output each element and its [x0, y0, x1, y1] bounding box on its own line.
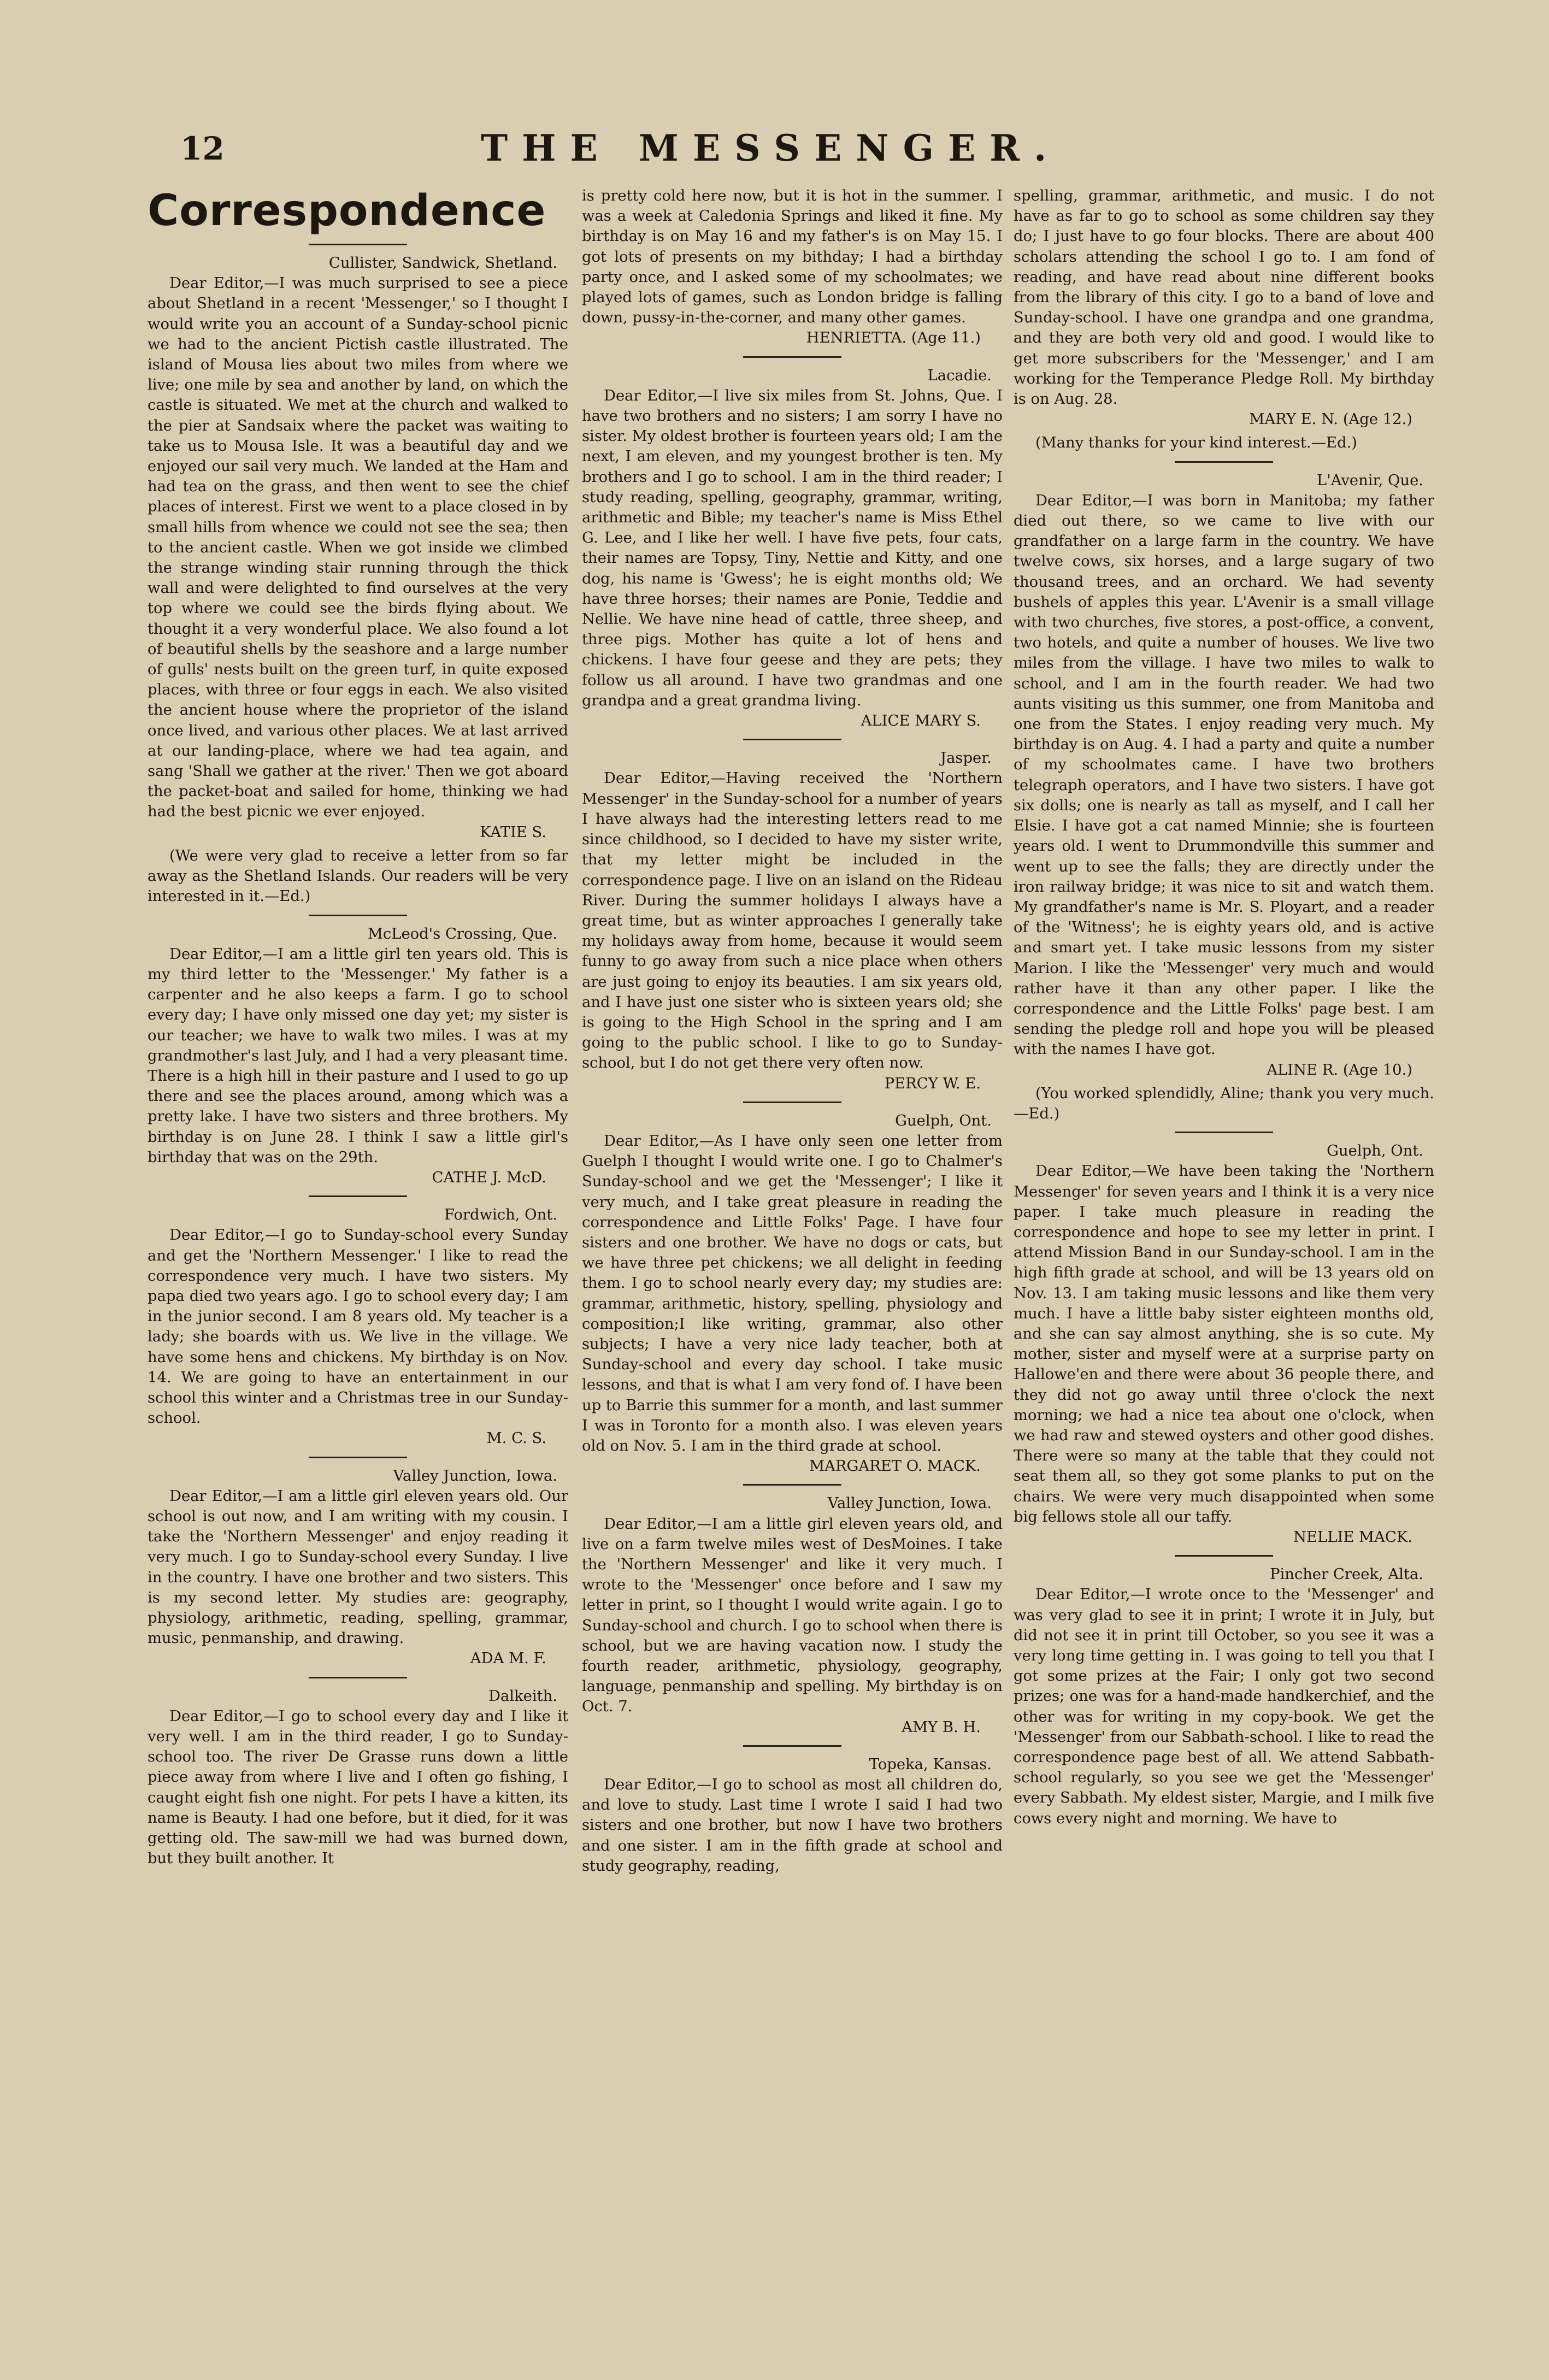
- letter-place: Valley Junction, Iowa.: [827, 1495, 992, 1512]
- column-2: [582, 186, 1003, 1882]
- letter-signature: MARGARET O. MACK.: [809, 1458, 981, 1475]
- divider-rule: [309, 1195, 407, 1197]
- letter: [1014, 461, 1434, 1124]
- letter-signature: ALINE R. (Age 10.): [1267, 1061, 1412, 1079]
- editor-note: (You worked splendidly, Aline; thank you very much.—Ed.): [1014, 1085, 1434, 1122]
- letter-place: McLeod's Crossing, Que.: [367, 925, 557, 942]
- letter-signature: PERCY W. E.: [884, 1075, 981, 1092]
- letter-signature: KATIE S.: [480, 823, 546, 841]
- letter-place: Topeka, Kansas.: [869, 1755, 992, 1773]
- letter: [582, 1101, 1003, 1477]
- letter-signature: AMY B. H.: [902, 1718, 981, 1736]
- letter: [1014, 1132, 1434, 1547]
- letter-signature: M. C. S.: [486, 1430, 546, 1447]
- letter: [148, 915, 568, 1188]
- letter-body: Dear Editor,—I go to school as most all children do, and love to study. Last time I wrote I said I had two sisters and one brother, but now I have two brothers and one sister. I am in the fifth grade at school and study geography, reading,: [582, 1776, 1003, 1875]
- letter-place: Dalkeith.: [488, 1687, 557, 1705]
- letter-place: Guelph, Ont.: [895, 1112, 992, 1129]
- letter-place: Jasper.: [940, 750, 992, 767]
- letter: [148, 1457, 568, 1669]
- letter: [1014, 186, 1434, 453]
- page-number: 12: [180, 130, 225, 167]
- editor-note: (Many thanks for your kind interest.—Ed.): [1035, 434, 1357, 452]
- letter-body: Dear Editor,—As I have only seen one letter from Guelph I thought I would write one. I go to Chalmer's Sunday-school and we get the 'Messenger'; I like it very much, and I take great pleasure in reading the correspondence and Little Folks' Page. I have four sisters and one brother. We have no dogs or cats, but we have three pet chickens; we all delight in feeding them. I go to school nearly every day; my studies are: grammar, arithmetic, history, spelling, physiology and composition;I like writing, grammar, also other subjects; I have a very nice lady teacher, both at Sunday-school and every day school. I take music lessons, and that is what I am very fond of. I have been up to Barrie this summer for a month, and last summer I was in Toronto for a month also. I was eleven years old on Nov. 5. I am in the third grade at school.: [582, 1132, 1003, 1454]
- column-3: [1014, 186, 1434, 1834]
- divider-rule: [1175, 1555, 1273, 1557]
- letter: [582, 1745, 1003, 1876]
- letter-body: Dear Editor,—Having received the 'Northern Messenger' in the Sunday-school for a number of years I have always had the interesting letters read to me since childhood, so I decided to have my sister write, that my letter might be included in the correspondence page. I live on an island on the Rideau River. During the summer holidays I always have a great time, but as winter approaches I generally take my holidays away from home, because it would seem funny to go away from such a nice place when others are just going to enjoy its beauties. I am six years old, and I have just one sister who is sixteen years old; she is going to the High School in the spring and I am going to the public school. I like to go to Sunday-school, but I do not get there very often now.: [582, 770, 1003, 1072]
- divider-rule: [309, 1457, 407, 1458]
- letter-body: spelling, grammar, arithmetic, and music. I do not have as far to go to school as some children say they do; I just have to go four blocks. There are about 400 scholars attending the school I go to. I am fond of reading, and have read about nine different books from the library of this city. I go to a band of love and Sunday-school. I have one grandpa and one grandma, and they are both very old and good. I would like to get more subscribers for the 'Messenger,' and I am working for the Temperance Pledge Roll. My birthday is on Aug. 28.: [1014, 187, 1434, 408]
- letter-signature: ALICE MARY S.: [861, 712, 981, 730]
- letter-body: Dear Editor,—I am a little girl eleven years old. Our school is out now, and I am writing with my cousin. I take the 'Northern Messenger' and enjoy reading it very much. I go to Sunday-school every Sunday. I live in the country. I have one brother and two sisters. This is my second letter. My studies are: geography, physiology, arithmetic, reading, spelling, grammar, music, penmanship, and drawing.: [148, 1487, 568, 1647]
- masthead: THE MESSENGER.: [481, 127, 1061, 169]
- letter-place: Fordwich, Ont.: [444, 1206, 557, 1224]
- letter-place: Pincher Creek, Alta.: [1270, 1566, 1423, 1583]
- letter-body: Dear Editor,—I live six miles from St. Johns, Que. I have two brothers and no sisters; I am sorry I have no sister. My oldest brother is fourteen years old; I am the next, I am eleven, and my youngest brother is ten. My brothers and I go to school. I am in the third reader; I study reading, spelling, geography, grammar, writing, arithmetic and Bible; my teacher's name is Miss Ethel G. Lee, and I like her well. I have five pets, four cats, their names are Topsy, Tiny, Nettie and Kitty, and one dog, his name is 'Gwess'; he is eight months old; We have three horses; their names are Ponie, Teddie and Nellie. We have nine head of cattle, three sheep, and three pigs. Mother has quite a lot of hens and chickens. I have four geese and they are pets; they follow us all around. I have two grandmas and one grandpa and a great grandma living.: [582, 387, 1003, 709]
- letter-body: Dear Editor,—I go to Sunday-school every Sunday and get the 'Northern Messenger.' I like to read the correspondence very much. I have two sisters. My papa died two years ago. I go to school every day; I am in the junior second. I am 8 years old. My teacher is a lady; she boards with us. We live in the village. We have some hens and chickens. My birthday is on Nov. 14. We are going to have an entertainment in our school this winter and a Christmas tree in our Sunday-school.: [148, 1227, 568, 1427]
- letter: [582, 186, 1003, 349]
- letter-signature: MARY E. N. (Age 12.): [1249, 411, 1412, 428]
- column-1: [148, 186, 568, 1874]
- divider-rule: [309, 244, 407, 245]
- divider-rule: [743, 1745, 841, 1747]
- letter-body: Dear Editor,—I go to school every day and I like it very well. I am in the third reader, I go to Sunday-school too. The river De Grasse runs down a little piece away from where I live and I often go fishing, I caught eight fish one night. For pets I have a kitten, its name is Beauty. I had one before, but it died, for it was getting old. The saw-mill we had was burned down, but they built another. It: [148, 1707, 568, 1868]
- divider-rule: [1175, 1132, 1273, 1133]
- letter-place: Lacadie.: [927, 367, 992, 384]
- letter-place: Valley Junction, Iowa.: [393, 1467, 557, 1484]
- divider-rule: [1175, 461, 1273, 463]
- letter-body: Dear Editor,—We have been taking the 'Northern Messenger' for seven years and I think it is a very nice paper. I take much pleasure in reading the correspondence and hope to see my letter in print. I attend Mission Band in our Sunday-school. I am in the high fifth grade at school, and will be 13 years old on Nov. 13. I am taking music lessons and like them very much. I have a little baby sister eighteen months old, and she can say almost anything, she is so cute. My mother, sister and myself were at a surprise party on Hallowe'en and there were about 36 people there, and they did not go away until three o'clock the next morning; we had a nice tea about one o'clock, when we had raw and stewed oysters and other good dishes. There were so many at the table that they could not seat them all, so they got some planks to put on the chairs. We were very much disappointed when some big fellows stole all our taffy.: [1014, 1163, 1434, 1525]
- letter-body: Dear Editor,—I am a little girl eleven years old, and live on a farm twelve miles west of DesMoines. I take the 'Northern Messenger' and like it very much. I wrote to the 'Messenger' once before and I saw my letter in print, so I thought I would write again. I go to Sunday-school and church. I go to school when there is school, but we are having vacation now. I study the fourth reader, arithmetic, physiology, geography, language, penmanship and spelling. My birthday is on Oct. 7.: [582, 1515, 1003, 1716]
- letter: [582, 739, 1003, 1093]
- letter-signature: ADA M. F.: [470, 1650, 546, 1668]
- divider-rule: [743, 739, 841, 740]
- divider-rule: [309, 1677, 407, 1678]
- letter-signature: NELLIE MACK.: [1293, 1529, 1412, 1546]
- letter-place: Cullister, Sandwick, Shetland.: [328, 255, 557, 272]
- letter-signature: CATHE J. McD.: [432, 1169, 546, 1186]
- divider-rule: [309, 915, 407, 916]
- letter-place: L'Avenir, Que.: [1317, 472, 1423, 489]
- letter: [582, 1484, 1003, 1737]
- letter-signature: HENRIETTA. (Age 11.): [806, 329, 981, 347]
- divider-rule: [743, 356, 841, 358]
- letter-body: Dear Editor,—I wrote once to the 'Messenger' and was very glad to see it in print; I wrote it in July, but did not see it in print till October, so you see it was a very long time getting in. I was going to tell you that I got some prizes at the Fair; I only got two second prizes; one was for a hand-made handkerchief, and the other was for writing in my copy-book. We get the 'Messenger' from our Sabbath-school. I like to read the correspondence page best of all. We attend Sabbath-school regularly, so you see we get the 'Messenger' every Sabbath. My eldest sister, Margie, and I milk five cows every night and morning. We have to: [1014, 1586, 1434, 1827]
- letter-body: Dear Editor,—I was much surprised to see a piece about Shetland in a recent 'Messenger,' so I thought I would write you an account of a Sunday-school picnic we had to the ancient Pictish castle illustrated. The island of Mousa lies about two miles from where we live; one mile by sea and another by land, on which the castle is situated. We met at the church and walked to the pier at Sandsaix where the packet was waiting to take us to Mousa Isle. It was a beautiful day and we enjoyed our sail very much. We landed at the Ham and had tea on the grass, and then went to see the chief places of interest. First we went to a place closed in by small hills from whence we could not see the sea; then to the ancient castle. When we got inside we climbed the strange winding stair running through the thick wall and were delighted to find ourselves at the very top where we could see the birds flying about. We thought it a very wonderful place. We also found a lot of beautiful shells by the seashore and a large number of gulls' nests built on the green turf, in quite exposed places, with three or four eggs in each. We also visited the ancient house where the proprietor of the island once lived, and various other places. We at last arrived at our landing-place, where we had tea again, and sang 'Shall we gather at the river.' Then we got aboard the packet-boat and sailed for home, thinking we had had the best picnic we ever enjoyed.: [148, 275, 568, 821]
- letter: [582, 356, 1003, 732]
- divider-rule: [743, 1101, 841, 1103]
- letter: [148, 1677, 568, 1869]
- letter: [148, 1195, 568, 1448]
- editor-note: (We were very glad to receive a letter from so far away as the Shetland Islands. Our readers will be very interested in it.—Ed.): [148, 847, 568, 905]
- letter: [1014, 1555, 1434, 1829]
- letter-body: Dear Editor,—I was born in Manitoba; my father died out there, so we came to live with our grandfather on a large farm in the country. We have twelve cows, six horses, and a large sugary of two thousand trees, and an orchard. We had seventy bushels of apples this year. L'Avenir is a small village with two churches, five stores, a post-office, a convent, two hotels, and quite a number of houses. We live two miles from the village. I have two miles to walk to school, and I am in the fourth reader. We had two aunts visiting us this summer, one from Manitoba and one from the States. I enjoy reading very much. My birthday is on Aug. 4. I had a party and quite a number of my schoolmates came. I have two brothers telegraph operators, and I have two sisters. I have got six dolls; one is nearly as tall as myself, and I call her Elsie. I have got a cat named Minnie; she is fourteen years old. I went to Drummondville this summer and went up to see the falls; they are directly under the iron railway bridge; it was nice to sit and watch them. My grandfather's name is Mr. S. Ployart, and a reader of the 'Witness'; he is eighty years old, and is active and smart yet. I take music lessons from my sister Marion. I like the 'Messenger' very much and would rather have it than any other paper. I like the correspondence and the Little Folks' page best. I am sending the pledge roll and hope you will be pleased with the names I have got.: [1014, 492, 1434, 1058]
- letter-body: Dear Editor,—I am a little girl ten years old. This is my third letter to the 'Messenger.' My father is a carpenter and he also keeps a farm. I go to school every day; I have only missed one day yet; my sister is our teacher; we have to walk two miles. I was at my grandmother's last July, and I had a very pleasant time. There is a high hill in their pasture and I used to go up there and see the places around, among which was a pretty lake. I have two sisters and three brothers. My birthday is on June 28. I think I saw a little girl's birthday that was on the 29th.: [148, 945, 568, 1166]
- divider-rule: [743, 1484, 841, 1486]
- letter-body: is pretty cold here now, but it is hot in the summer. I was a week at Caledonia Springs and liked it fine. My birthday is on May 16 and my father's is on May 15. I got lots of presents on my bithday; I had a birthday party once, and I asked some of my schoolmates; we played lots of games, such as London bridge is falling down, pussy-in-the-corner, and many other games.: [582, 187, 1003, 327]
- section-heading: Correspondence: [148, 186, 546, 235]
- letter-place: Guelph, Ont.: [1327, 1142, 1423, 1160]
- letter: [148, 244, 568, 907]
